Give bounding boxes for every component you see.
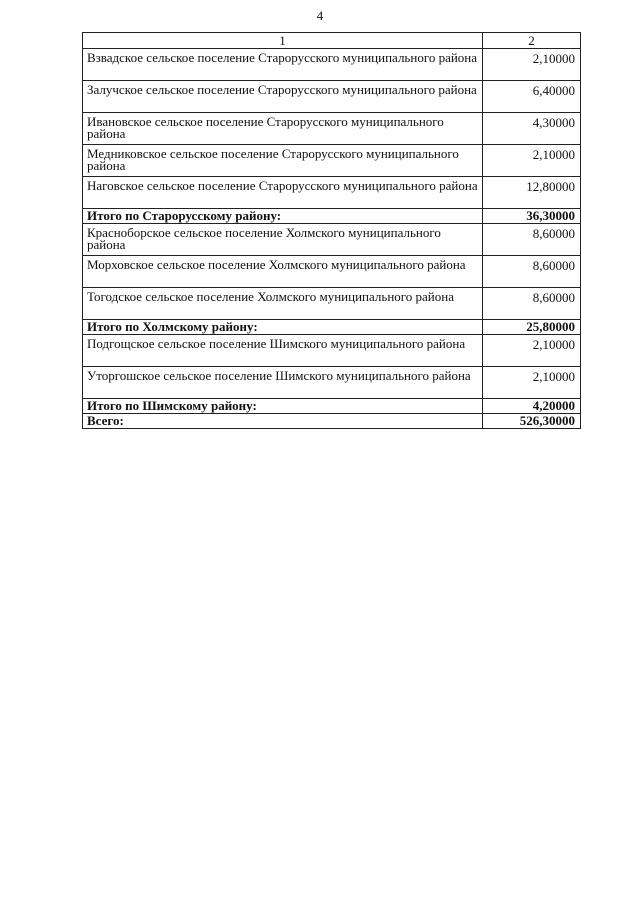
subtotal-label: Итого по Шимскому району: [83, 399, 483, 414]
subtotal-value: 36,30000 [483, 209, 581, 224]
table-row [83, 288, 581, 320]
settlement-name: Залучское сельское поселение Старорусского муниципального района [83, 81, 483, 113]
amount-value: 6,40000 [483, 81, 581, 113]
amount-value: 8,60000 [483, 256, 581, 288]
subtotal-value: 25,80000 [483, 320, 581, 335]
settlement-name: Красноборское сельское поселение Холмского муниципального района [83, 224, 483, 256]
amount-value: 2,10000 [483, 145, 581, 177]
settlement-name: Уторгошское сельское поселение Шимского муниципального района [83, 367, 483, 399]
amount-value: 2,10000 [483, 49, 581, 81]
table-header-row [83, 33, 581, 49]
amount-value: 8,60000 [483, 288, 581, 320]
table-row [83, 81, 581, 113]
amount-value: 12,80000 [483, 177, 581, 209]
grand-total-label: Всего: [83, 414, 483, 429]
settlement-name: Взвадское сельское поселение Старорусского муниципального района [83, 49, 483, 81]
settlement-name: Наговское сельское поселение Старорусского муниципального района [83, 177, 483, 209]
table-row [83, 177, 581, 209]
settlement-name: Медниковское сельское поселение Старорусского муниципального района [83, 145, 483, 177]
table-row [83, 367, 581, 399]
column-header-2: 2 [483, 33, 581, 49]
amount-value: 2,10000 [483, 335, 581, 367]
subtotal-label: Итого по Холмскому району: [83, 320, 483, 335]
grand-total-value: 526,30000 [483, 414, 581, 429]
table-row [83, 113, 581, 145]
subtotal-row [83, 209, 581, 224]
table-row [83, 256, 581, 288]
table-row [83, 49, 581, 81]
column-header-1: 1 [83, 33, 483, 49]
amount-value: 8,60000 [483, 224, 581, 256]
table-row [83, 335, 581, 367]
grand-total-row [83, 414, 581, 429]
settlement-name: Тогодское сельское поселение Холмского муниципального района [83, 288, 483, 320]
table-row [83, 145, 581, 177]
subtotal-label: Итого по Старорусскому району: [83, 209, 483, 224]
page-number: 4 [316, 8, 324, 23]
table-row [83, 224, 581, 256]
allocation-table [82, 32, 581, 429]
amount-value: 2,10000 [483, 367, 581, 399]
settlement-name: Морховское сельское поселение Холмского муниципального района [83, 256, 483, 288]
subtotal-value: 4,20000 [483, 399, 581, 414]
subtotal-row [83, 320, 581, 335]
settlement-name: Подгощское сельское поселение Шимского муниципального района [83, 335, 483, 367]
amount-value: 4,30000 [483, 113, 581, 145]
subtotal-row [83, 399, 581, 414]
settlement-name: Ивановское сельское поселение Старорусского муниципального района [83, 113, 483, 145]
